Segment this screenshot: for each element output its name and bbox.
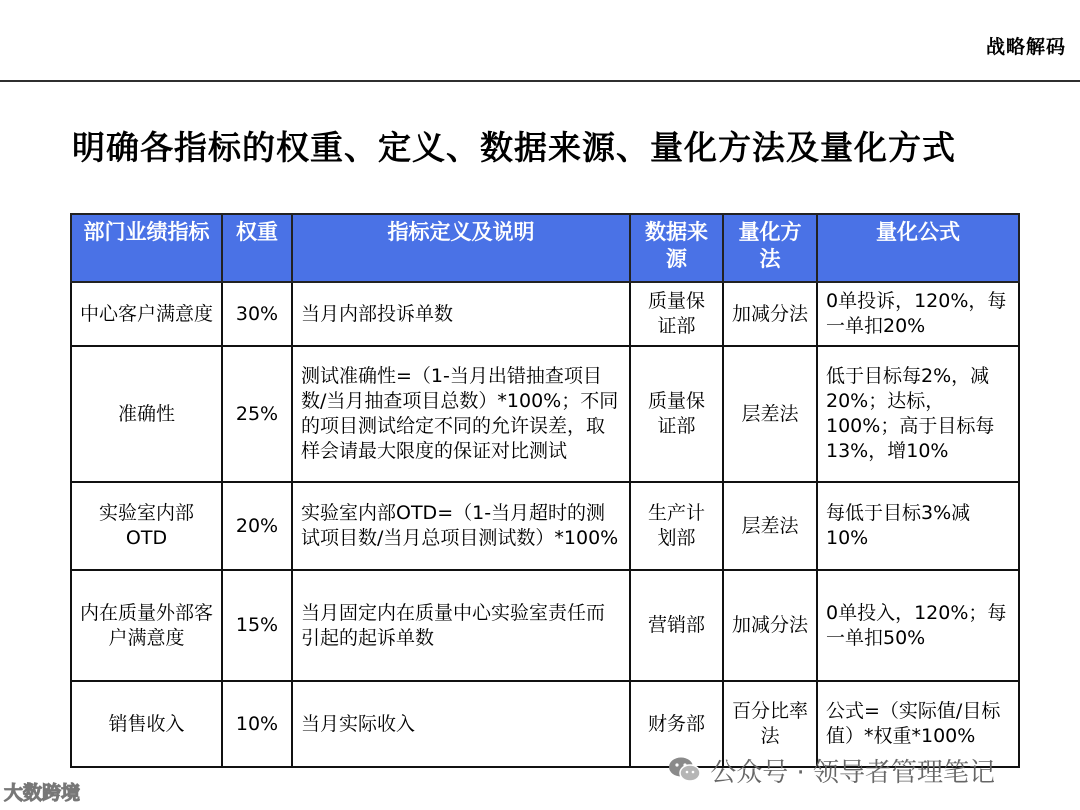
table-row: [71, 570, 1019, 681]
cell-definition: 当月固定内在质量中心实验室责任而引起的起诉单数: [292, 570, 630, 681]
cell-definition: 测试准确性=（1-当月出错抽查项目数/当月抽查项目总数）*100%；不同的项目测试给定不同的允许误差，取样会请最大限度的保证对比测试: [292, 346, 630, 482]
cell-definition: 当月内部投诉单数: [292, 282, 630, 346]
brand-label: 战略解码: [985, 36, 1066, 58]
watermark-right-text: 公众号 · 领导者管理笔记: [710, 758, 996, 788]
wechat-icon: [668, 756, 702, 791]
table-row: [71, 346, 1019, 482]
header-method: 量化方法: [723, 214, 817, 282]
cell-indicator: 中心客户满意度: [71, 282, 222, 346]
table-header-row: [71, 214, 1019, 282]
cell-formula: 每低于目标3%减10%: [817, 482, 1019, 570]
cell-indicator: 准确性: [71, 346, 222, 482]
header-source: 数据来源: [630, 214, 723, 282]
cell-formula: 0单投入，120%；每一单扣50%: [817, 570, 1019, 681]
watermark-left: 大数跨境: [4, 782, 81, 804]
cell-indicator: 实验室内部OTD: [71, 482, 222, 570]
header-weight: 权重: [222, 214, 292, 282]
table-row: [71, 482, 1019, 570]
cell-weight: 30%: [222, 282, 292, 346]
cell-formula: 0单投诉，120%，每一单扣20%: [817, 282, 1019, 346]
cell-weight: 25%: [222, 346, 292, 482]
header-divider: [0, 80, 1080, 82]
table-row: [71, 282, 1019, 346]
header-definition: 指标定义及说明: [292, 214, 630, 282]
cell-source: 质量保证部: [630, 282, 723, 346]
cell-source: 生产计划部: [630, 482, 723, 570]
cell-method: 加减分法: [723, 570, 817, 681]
cell-method: 层差法: [723, 482, 817, 570]
page-title: 明确各指标的权重、定义、数据来源、量化方法及量化方式: [72, 128, 956, 167]
cell-source: 财务部: [630, 681, 723, 767]
cell-source: 营销部: [630, 570, 723, 681]
cell-indicator: 内在质量外部客户满意度: [71, 570, 222, 681]
header-formula: 量化公式: [817, 214, 1019, 282]
cell-definition: 实验室内部OTD=（1-当月超时的测试项目数/当月总项目测试数）*100%: [292, 482, 630, 570]
cell-weight: 20%: [222, 482, 292, 570]
cell-indicator: 销售收入: [71, 681, 222, 767]
cell-weight: 10%: [222, 681, 292, 767]
cell-weight: 15%: [222, 570, 292, 681]
cell-source: 质量保证部: [630, 346, 723, 482]
header-indicator: 部门业绩指标: [71, 214, 222, 282]
cell-formula: 低于目标每2%，减20%；达标，100%；高于目标每13%，增10%: [817, 346, 1019, 482]
cell-definition: 当月实际收入: [292, 681, 630, 767]
cell-method: 百分比率法: [723, 681, 817, 767]
metrics-table: [70, 213, 1020, 768]
cell-formula: 公式=（实际值/目标值）*权重*100%: [817, 681, 1019, 767]
cell-method: 加减分法: [723, 282, 817, 346]
watermark-right: [668, 752, 995, 791]
cell-method: 层差法: [723, 346, 817, 482]
